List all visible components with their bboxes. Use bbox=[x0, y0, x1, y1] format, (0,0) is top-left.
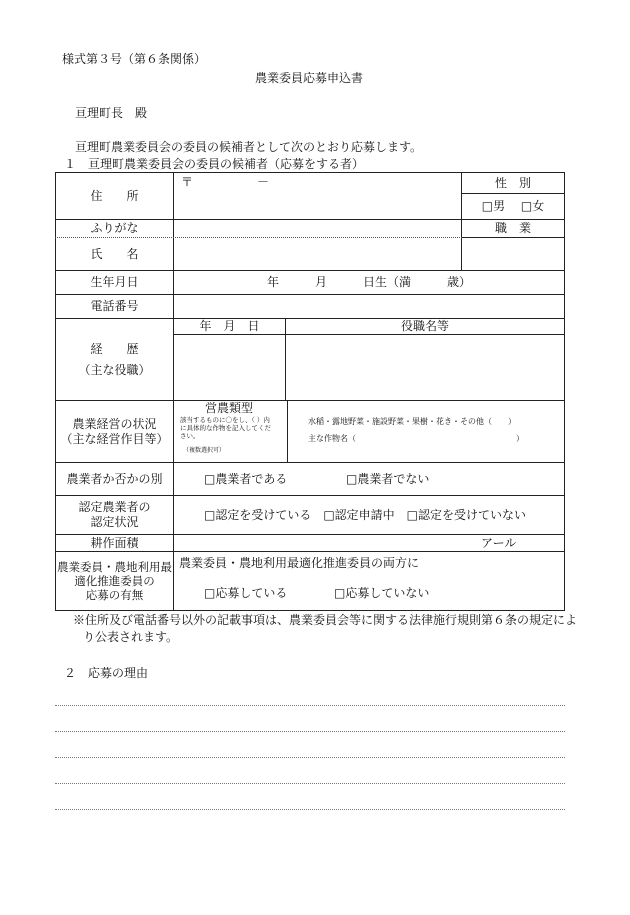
occupation-label: 職 業 bbox=[494, 221, 531, 235]
birth-label: 生年月日 bbox=[90, 275, 139, 289]
dual-question: 農業委員・農地利用最適化推進委員の両方に bbox=[179, 556, 420, 570]
dual-label-line1: 農業委員・農地利用最 bbox=[57, 560, 172, 574]
footnote-line1: ※住所及び電話番号以外の記載事項は、農業委員会等に関する法律施行規則第６条の規定によ bbox=[73, 613, 578, 627]
furigana-input[interactable] bbox=[174, 220, 460, 237]
intro-text: 亘理町農業委員会の委員の候補者として次のとおり応募します。 bbox=[75, 140, 423, 154]
farm-type-options[interactable]: 水稲・露地野菜・施設野菜・果樹・花き・その他（ ） bbox=[308, 417, 516, 426]
history-role-input[interactable] bbox=[286, 335, 564, 400]
farmer-yes-checkbox[interactable]: □農業者である bbox=[204, 472, 288, 486]
main-crop-field[interactable]: 主な作物名（ ） bbox=[308, 434, 524, 443]
address-input[interactable] bbox=[174, 192, 460, 218]
section2-heading: ２ 応募の理由 bbox=[64, 666, 149, 680]
dual-label-line3: 応募の有無 bbox=[85, 588, 144, 602]
cert-label-cell bbox=[56, 496, 173, 534]
page-title: 農業委員応募申込書 bbox=[255, 71, 364, 85]
form-number: 様式第３号（第６条関係） bbox=[62, 52, 207, 66]
phone-input[interactable] bbox=[174, 295, 564, 318]
history-sublabel: （主な役職） bbox=[78, 362, 151, 377]
reason-line[interactable] bbox=[55, 783, 565, 784]
name-label: 氏 名 bbox=[90, 246, 139, 261]
dual-label-cell bbox=[56, 552, 173, 610]
section1-heading: １ 亘理町農業委員会の委員の候補者（応募をする者） bbox=[64, 157, 365, 171]
farm-type-note-1: 該当するものに〇をし、（ ）内 bbox=[180, 416, 270, 424]
reason-line[interactable] bbox=[55, 705, 565, 706]
reason-line[interactable] bbox=[55, 757, 565, 758]
phone-label: 電話番号 bbox=[90, 299, 139, 313]
birth-format[interactable]: 年 月 日生（満 歳） bbox=[266, 275, 471, 289]
area-label: 耕作面積 bbox=[90, 535, 139, 550]
name-input[interactable] bbox=[174, 238, 460, 270]
farming-sublabel: （主な経営作目等） bbox=[60, 431, 169, 446]
farmer-no-checkbox[interactable]: □農業者でない bbox=[346, 472, 430, 486]
furigana-label: ふりがな bbox=[90, 221, 139, 235]
footnote-line2: り公表されます。 bbox=[83, 630, 179, 644]
farm-type-title: 営農類型 bbox=[205, 401, 254, 415]
farmer-label: 農業者か否かの別 bbox=[66, 471, 163, 486]
occupation-input[interactable] bbox=[462, 238, 564, 270]
farm-type-note-4: （複数選択可） bbox=[183, 447, 226, 454]
dual-no-checkbox[interactable]: □応募していない bbox=[334, 586, 430, 600]
history-role-header: 役職名等 bbox=[400, 319, 449, 333]
farm-type-note-3: さい。 bbox=[180, 432, 200, 440]
history-date-header: 年 月 日 bbox=[199, 319, 260, 333]
postal-mark: 〒 bbox=[181, 175, 194, 189]
history-label-cell bbox=[56, 319, 173, 400]
gender-options[interactable]: □男 □女 bbox=[481, 199, 545, 213]
cert-label-line2: 認定状況 bbox=[90, 515, 139, 529]
dual-label-line2: 適化推進委員の bbox=[74, 574, 155, 588]
area-unit: アール bbox=[481, 536, 517, 550]
reason-line[interactable] bbox=[55, 731, 565, 732]
reason-line[interactable] bbox=[55, 809, 565, 810]
farm-type-note-2: に具体的な作物を記入してくだ bbox=[180, 424, 271, 432]
cert-label-line1: 認定農業者の bbox=[78, 500, 151, 514]
history-date-input[interactable] bbox=[174, 335, 285, 400]
history-label: 経 歴 bbox=[90, 341, 139, 356]
postal-dash: － bbox=[257, 175, 270, 189]
farming-label: 農業経営の状況 bbox=[72, 416, 157, 431]
addressee: 亘理町長 殿 bbox=[75, 106, 148, 120]
area-input[interactable] bbox=[174, 535, 474, 551]
gender-label: 性 別 bbox=[494, 175, 531, 190]
cert-options[interactable]: □認定を受けている □認定申請中 □認定を受けていない bbox=[204, 508, 527, 522]
dual-yes-checkbox[interactable]: □応募している bbox=[204, 586, 288, 600]
address-label: 住 所 bbox=[90, 188, 139, 203]
farming-label-cell bbox=[56, 401, 173, 462]
